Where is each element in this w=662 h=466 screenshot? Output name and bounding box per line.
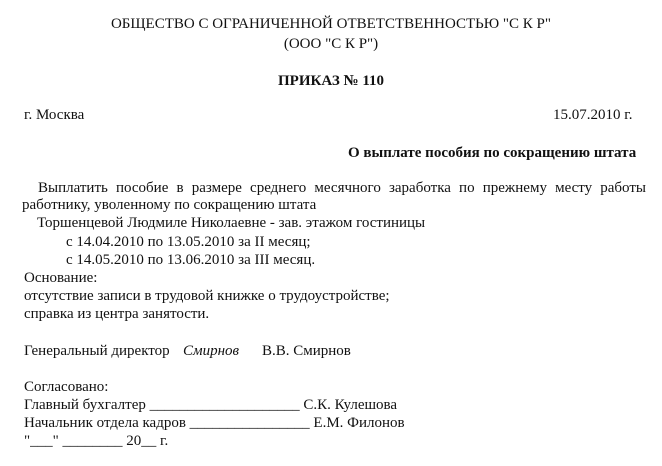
basis-item-2: справка из центра занятости. (24, 306, 210, 322)
period-line-2: с 14.05.2010 по 13.06.2010 за III месяц. (66, 252, 316, 268)
director-name: В.В. Смирнов (262, 343, 351, 359)
approval-accountant: Главный бухгалтер ____________________ С.К. Кулешова (24, 397, 398, 413)
period-line-1: с 14.04.2010 по 13.05.2010 за II месяц; (66, 234, 311, 250)
approval-date-line: "___" ________ 20__ г. (24, 433, 169, 449)
basis-item-1: отсутствие записи в трудовой книжке о трудоустройстве; (24, 288, 390, 304)
company-full-name: ОБЩЕСТВО С ОГРАНИЧЕННОЙ ОТВЕТСТВЕННОСТЬЮ "С К Р" (110, 16, 552, 32)
order-city: г. Москва (24, 107, 85, 123)
employee-line: Торшенцевой Людмиле Николаевне - зав. этажом гостиницы (37, 215, 426, 231)
approval-label: Согласовано: (24, 379, 109, 395)
order-subject: О выплате пособия по сокращению штата (348, 145, 637, 161)
director-signature: Смирнов (183, 343, 240, 359)
body-paragraph-line-2: работнику, уволенному по сокращению штата (22, 197, 317, 213)
order-date: 15.07.2010 г. (553, 107, 633, 123)
order-title: ПРИКАЗ № 110 (278, 73, 384, 89)
company-short-name: (ООО "С К Р") (283, 36, 379, 52)
body-paragraph-line-1: Выплатить пособие в размере среднего месячного заработка по прежнему месту работы (38, 180, 646, 196)
basis-label: Основание: (24, 270, 98, 286)
approval-hr: Начальник отдела кадров ________________ Е.М. Филонов (24, 415, 405, 431)
director-title: Генеральный директор (24, 343, 170, 359)
